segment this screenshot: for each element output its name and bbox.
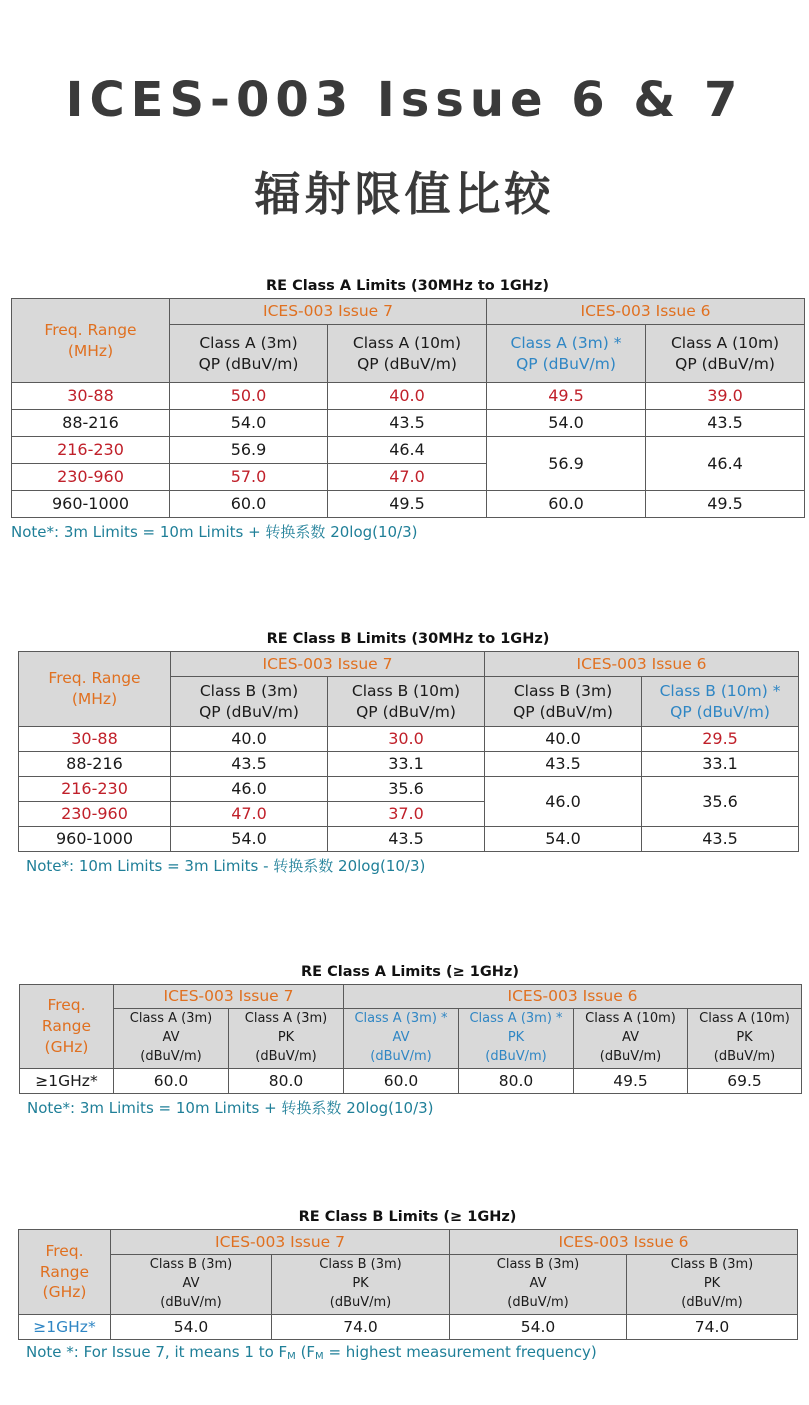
table-d: [18, 1229, 798, 1340]
table-d-note: Note *: For Issue 7, it means 1 to $F_M$ ($F_M$ = highest measurement frequency): [26, 1343, 597, 1362]
table-row: ≥1GHz* 60.0 80.0 60.0 80.0 49.5 69.5: [20, 1069, 802, 1094]
issue6-header: ICES-003 Issue 6: [450, 1230, 798, 1255]
table-c-section: [19, 964, 801, 1118]
table-d-section: [18, 1209, 797, 1362]
table-a-note: Note*: 3m Limits = 10m Limits + 转换系数 20log(10/3): [11, 523, 418, 541]
table-b-title: RE Class B Limits (30MHz to 1GHz): [266, 631, 550, 647]
table-row: 960-1000 60.0 49.5 60.0 49.5: [12, 491, 805, 518]
issue6-header: ICES-003 Issue 6: [485, 652, 799, 677]
issue7-header: ICES-003 Issue 7: [170, 299, 487, 325]
table-row: 216-230 46.0 35.6 46.0 35.6: [19, 777, 799, 802]
table-a-section: [11, 278, 804, 542]
table-row: 88-216 54.0 43.5 54.0 43.5: [12, 410, 805, 437]
freq-header: Freq. Range (MHz): [19, 652, 171, 727]
column-header: Class B (3m) PK (dBuV/m): [272, 1255, 450, 1315]
column-header: Class A (10m) AV (dBuV/m): [574, 1009, 688, 1069]
column-header: Class A (3m) * QP (dBuV/m): [487, 325, 646, 383]
issue7-header: ICES-003 Issue 7: [171, 652, 485, 677]
column-header: Class A (3m) AV (dBuV/m): [114, 1009, 229, 1069]
column-header: Class B (3m) PK (dBuV/m): [627, 1255, 798, 1315]
freq-header: Freq. Range (MHz): [12, 299, 170, 383]
table-row: 30-88 40.0 30.0 40.0 29.5: [19, 727, 799, 752]
column-header: Class B (10m) QP (dBuV/m): [328, 677, 485, 727]
column-header: Class B (10m) * QP (dBuV/m): [642, 677, 799, 727]
table-row: ≥1GHz* 54.0 74.0 54.0 74.0: [19, 1315, 798, 1340]
column-header: Class A (3m) * AV (dBuV/m): [344, 1009, 459, 1069]
column-header: Class A (3m) * PK (dBuV/m): [459, 1009, 574, 1069]
freq-header: Freq. Range (GHz): [19, 1230, 111, 1315]
issue7-header: ICES-003 Issue 7: [114, 985, 344, 1009]
table-a-title: RE Class A Limits (30MHz to 1GHz): [266, 278, 549, 294]
column-header: Class A (10m) QP (dBuV/m): [646, 325, 805, 383]
page-subtitle: 辐射限值比较: [254, 167, 555, 221]
table-row: 216-230 56.9 46.4 56.9 46.4: [12, 437, 805, 464]
table-b-section: [18, 631, 798, 876]
issue6-header: ICES-003 Issue 6: [487, 299, 805, 325]
freq-header: Freq. Range (GHz): [20, 985, 114, 1069]
table-c-note: Note*: 3m Limits = 10m Limits + 转换系数 20log(10/3): [27, 1099, 434, 1117]
table-row: 230-960 47.0 37.0: [19, 802, 799, 827]
table-d-title: RE Class B Limits (≥ 1GHz): [298, 1209, 517, 1225]
table-row: 30-88 50.0 40.0 49.5 39.0: [12, 383, 805, 410]
issue7-header: ICES-003 Issue 7: [111, 1230, 450, 1255]
table-c-title: RE Class A Limits (≥ 1GHz): [300, 964, 519, 980]
column-header: Class B (3m) QP (dBuV/m): [171, 677, 328, 727]
table-row: 88-216 43.5 33.1 43.5 33.1: [19, 752, 799, 777]
page-title: ICES-003 Issue 6 & 7: [65, 72, 744, 128]
issue6-header: ICES-003 Issue 6: [344, 985, 802, 1009]
table-b: [18, 651, 799, 852]
column-header: Class A (3m) QP (dBuV/m): [170, 325, 328, 383]
column-header: Class B (3m) QP (dBuV/m): [485, 677, 642, 727]
column-header: Class B (3m) AV (dBuV/m): [111, 1255, 272, 1315]
table-c: [19, 984, 802, 1094]
table-a: [11, 298, 805, 518]
column-header: Class B (3m) AV (dBuV/m): [450, 1255, 627, 1315]
table-b-note: Note*: 10m Limits = 3m Limits - 转换系数 20log(10/3): [26, 857, 426, 875]
column-header: Class A (10m) QP (dBuV/m): [328, 325, 487, 383]
column-header: Class A (10m) PK (dBuV/m): [688, 1009, 802, 1069]
table-row: 960-1000 54.0 43.5 54.0 43.5: [19, 827, 799, 852]
column-header: Class A (3m) PK (dBuV/m): [229, 1009, 344, 1069]
table-row: 230-960 57.0 47.0: [12, 464, 805, 491]
